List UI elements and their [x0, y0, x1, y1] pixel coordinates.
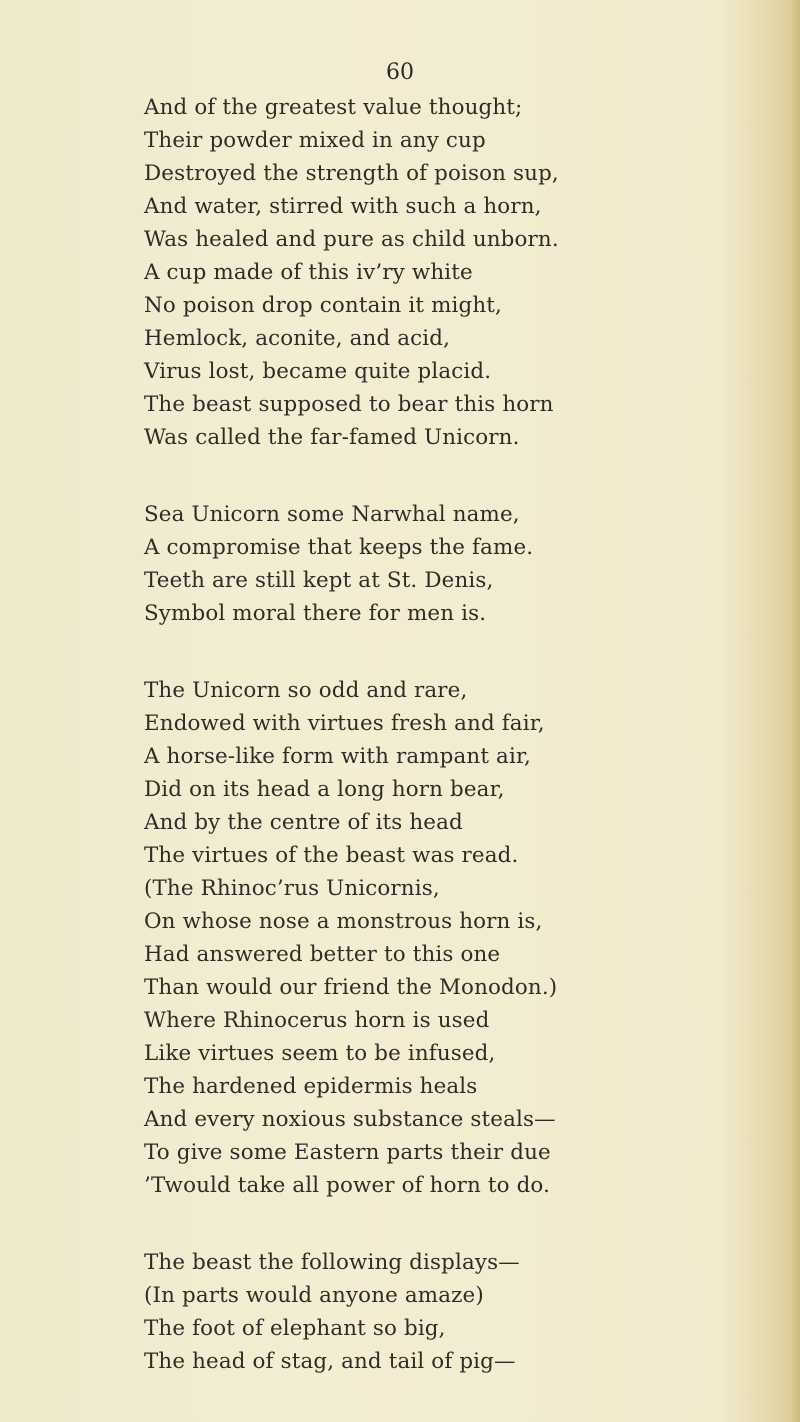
poem-line: ’Twould take all power of horn to do.	[144, 1173, 551, 1198]
poem-line: Like virtues seem to be infused,	[144, 1041, 496, 1066]
poem-line: The beast the following displays—	[144, 1250, 520, 1275]
poem-line: Than would our friend the Monodon.)	[144, 975, 558, 1000]
stanza-gap	[144, 454, 559, 498]
poem-line: Hemlock, aconite, and acid,	[144, 326, 451, 351]
poem-line: And water, stirred with such a horn,	[144, 194, 542, 219]
page-number: 60	[386, 60, 414, 85]
poem-line: Had answered better to this one	[144, 942, 501, 967]
poem-line: Did on its head a long horn bear,	[144, 777, 505, 802]
poem-line: Teeth are still kept at St. Denis,	[144, 568, 494, 593]
poem-line: The virtues of the beast was read.	[144, 843, 519, 868]
stanza	[144, 1246, 559, 1378]
poem-line: No poison drop contain it might,	[144, 293, 502, 318]
poem-line: A compromise that keeps the fame.	[144, 535, 534, 560]
poem-line: And every noxious substance steals—	[144, 1107, 556, 1132]
poem-line: Was called the far-famed Unicorn.	[144, 425, 520, 450]
poem-body	[144, 91, 559, 1378]
poem-line: The beast supposed to bear this horn	[144, 392, 554, 417]
poem-line: (In parts would anyone amaze)	[144, 1283, 484, 1308]
stanza-gap	[144, 1202, 559, 1246]
poem-line: Sea Unicorn some Narwhal name,	[144, 502, 520, 527]
poem-line: A horse-like form with rampant air,	[144, 744, 531, 769]
stanza	[144, 498, 559, 630]
poem-line: The hardened epidermis heals	[144, 1074, 478, 1099]
poem-line: And by the centre of its head	[144, 810, 463, 835]
stanza-gap	[144, 630, 559, 674]
poem-line: The Unicorn so odd and rare,	[144, 678, 468, 703]
poem-line: Their powder mixed in any cup	[144, 128, 486, 153]
poem-line: To give some Eastern parts their due	[144, 1140, 551, 1165]
stanza	[144, 674, 559, 1202]
page-edge-shadow	[790, 0, 800, 1422]
poem-line: Destroyed the strength of poison sup,	[144, 161, 559, 186]
poem-line: And of the greatest value thought;	[144, 95, 523, 120]
stanza	[144, 91, 559, 454]
poem-line: (The Rhinoc’rus Unicornis,	[144, 876, 440, 901]
poem-line: Symbol moral there for men is.	[144, 601, 487, 626]
poem-line: The foot of elephant so big,	[144, 1316, 446, 1341]
poem-line: Where Rhinocerus horn is used	[144, 1008, 490, 1033]
poem-line: The head of stag, and tail of pig—	[144, 1349, 516, 1374]
poem-line: Endowed with virtues fresh and fair,	[144, 711, 545, 736]
poem-line: On whose nose a monstrous horn is,	[144, 909, 543, 934]
poem-line: Virus lost, became quite placid.	[144, 359, 492, 384]
poem-line: Was healed and pure as child unborn.	[144, 227, 559, 252]
poem-line: A cup made of this iv’ry white	[144, 260, 473, 285]
